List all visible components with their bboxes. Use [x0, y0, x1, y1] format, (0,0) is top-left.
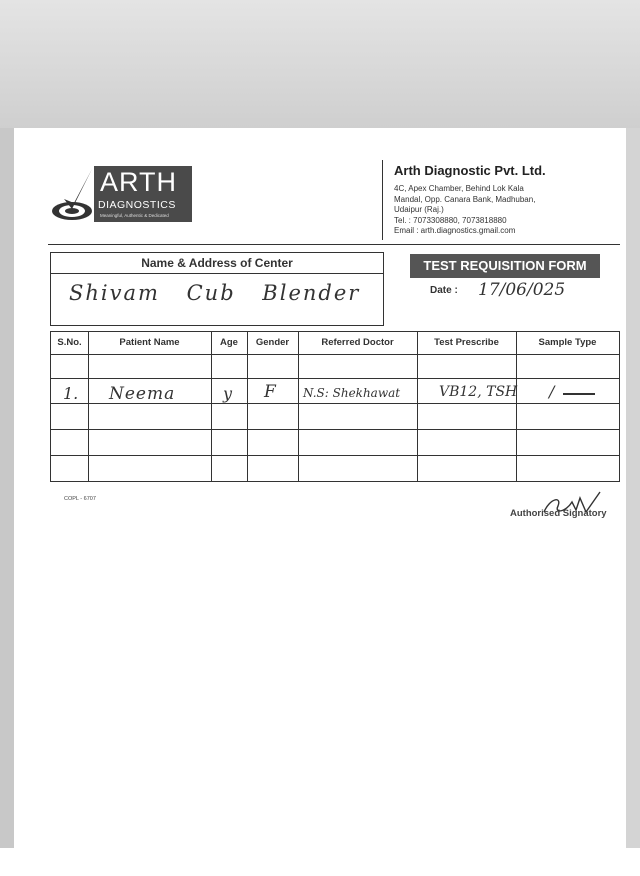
target-check-icon [50, 163, 96, 225]
company-email: Email : arth.diagnostics.gmail.com [394, 226, 516, 235]
logo-word: ARTH [100, 167, 178, 197]
cell-age: y [223, 384, 233, 403]
company-info [394, 163, 624, 237]
company-address-line: Mandal, Opp. Canara Bank, Madhuban, [394, 194, 536, 204]
cell-patient-name: Neema [109, 384, 176, 404]
test-table [50, 331, 620, 482]
arth-logo [50, 163, 200, 225]
header-age: Age [220, 337, 238, 348]
header-referred-doctor: Referred Doctor [321, 337, 394, 348]
authorised-signatory-label: Authorised Signatory [510, 508, 607, 519]
row-rule [51, 429, 619, 430]
signature-mark [540, 490, 610, 520]
cell-sno: 1. [63, 384, 79, 403]
cell-gender: F [264, 382, 276, 402]
center-title: Name & Address of Center [51, 253, 383, 274]
form-title: TEST REQUISITION FORM [410, 254, 600, 278]
cell-test-prescribe: VB12, TSH [439, 384, 518, 400]
date-label: Date : [430, 285, 458, 296]
row-rule [51, 354, 619, 355]
header-rule [48, 244, 620, 245]
sample-type-stroke [563, 393, 595, 395]
company-name: Arth Diagnostic Pvt. Ltd. [394, 163, 546, 178]
logo-tagline: Meaningful, Authentic & Dedicated [100, 213, 169, 218]
logo-subtitle: DIAGNOSTICS [98, 199, 176, 211]
cell-referred-doctor: N.S: Shekhawat [303, 386, 401, 400]
center-name-handwritten: Shivam Cub Blender [69, 281, 361, 305]
company-phone: Tel. : 7073308880, 7073818880 [394, 215, 507, 225]
header-sno: S.No. [57, 337, 82, 348]
header-patient-name: Patient Name [119, 337, 180, 348]
header-test-prescribe: Test Prescribe [434, 337, 499, 348]
center-box [50, 252, 384, 326]
header-sample-type: Sample Type [538, 337, 597, 348]
company-address-line: Udaipur (Raj.) [394, 205, 444, 214]
header-gender: Gender [255, 337, 290, 348]
scan-artifact-top [0, 0, 640, 128]
date-value-handwritten: 17/06/025 [478, 280, 566, 300]
company-address-line: 4C, Apex Chamber, Behind Lok Kala [394, 184, 524, 193]
header-divider [382, 160, 383, 240]
row-rule [51, 455, 619, 456]
scan-artifact-right [626, 128, 640, 848]
cell-sample-type: / [549, 382, 555, 401]
scan-artifact-left [0, 128, 14, 848]
copy-number: COPL - 6707 [64, 496, 96, 502]
row-rule [51, 378, 619, 379]
